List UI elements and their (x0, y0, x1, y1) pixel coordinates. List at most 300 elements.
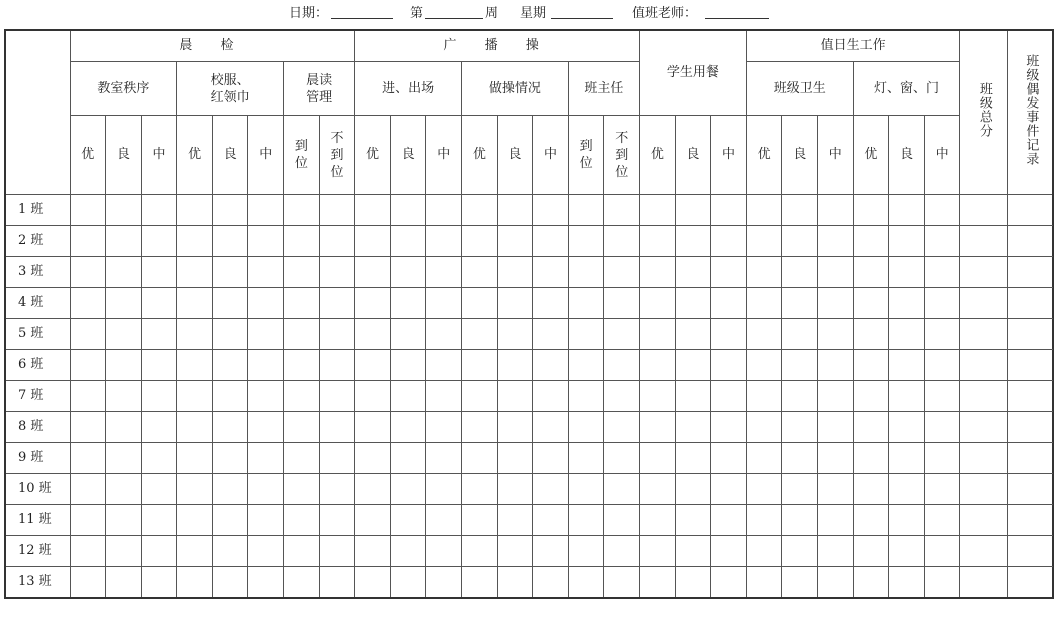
score-cell[interactable] (711, 319, 747, 350)
score-cell[interactable] (141, 567, 177, 599)
score-cell[interactable] (284, 505, 320, 536)
score-cell[interactable] (177, 474, 213, 505)
score-cell[interactable] (924, 443, 960, 474)
score-cell[interactable] (604, 536, 640, 567)
score-cell[interactable] (355, 350, 391, 381)
score-cell[interactable] (960, 257, 1008, 288)
score-cell[interactable] (568, 257, 604, 288)
score-cell[interactable] (1008, 226, 1053, 257)
score-cell[interactable] (640, 474, 676, 505)
score-cell[interactable] (212, 288, 248, 319)
score-cell[interactable] (568, 381, 604, 412)
score-cell[interactable] (497, 319, 533, 350)
score-cell[interactable] (462, 474, 498, 505)
score-cell[interactable] (462, 381, 498, 412)
score-cell[interactable] (924, 226, 960, 257)
score-cell[interactable] (284, 350, 320, 381)
score-cell[interactable] (462, 443, 498, 474)
score-cell[interactable] (497, 288, 533, 319)
score-cell[interactable] (426, 195, 462, 226)
score-cell[interactable] (533, 567, 569, 599)
score-cell[interactable] (284, 257, 320, 288)
score-cell[interactable] (675, 319, 711, 350)
score-cell[interactable] (533, 319, 569, 350)
score-cell[interactable] (818, 257, 854, 288)
score-cell[interactable] (355, 381, 391, 412)
score-cell[interactable] (1008, 474, 1053, 505)
score-cell[interactable] (746, 412, 782, 443)
score-cell[interactable] (319, 350, 355, 381)
score-cell[interactable] (390, 536, 426, 567)
score-cell[interactable] (319, 381, 355, 412)
score-cell[interactable] (141, 381, 177, 412)
score-cell[interactable] (390, 226, 426, 257)
score-cell[interactable] (177, 350, 213, 381)
score-cell[interactable] (106, 226, 142, 257)
score-cell[interactable] (497, 195, 533, 226)
score-cell[interactable] (177, 381, 213, 412)
score-cell[interactable] (106, 288, 142, 319)
score-cell[interactable] (177, 536, 213, 567)
score-cell[interactable] (960, 319, 1008, 350)
score-cell[interactable] (462, 288, 498, 319)
score-cell[interactable] (782, 443, 818, 474)
score-cell[interactable] (746, 536, 782, 567)
score-cell[interactable] (426, 474, 462, 505)
score-cell[interactable] (177, 567, 213, 599)
score-cell[interactable] (568, 412, 604, 443)
score-cell[interactable] (284, 412, 320, 443)
score-cell[interactable] (106, 443, 142, 474)
score-cell[interactable] (924, 319, 960, 350)
score-cell[interactable] (853, 443, 889, 474)
score-cell[interactable] (390, 505, 426, 536)
score-cell[interactable] (390, 474, 426, 505)
score-cell[interactable] (141, 319, 177, 350)
score-cell[interactable] (106, 381, 142, 412)
score-cell[interactable] (497, 381, 533, 412)
score-cell[interactable] (889, 257, 925, 288)
score-cell[interactable] (568, 567, 604, 599)
score-cell[interactable] (782, 195, 818, 226)
score-cell[interactable] (390, 567, 426, 599)
score-cell[interactable] (426, 381, 462, 412)
score-cell[interactable] (782, 319, 818, 350)
score-cell[interactable] (960, 288, 1008, 319)
score-cell[interactable] (212, 319, 248, 350)
score-cell[interactable] (568, 350, 604, 381)
score-cell[interactable] (675, 443, 711, 474)
score-cell[interactable] (853, 567, 889, 599)
score-cell[interactable] (924, 288, 960, 319)
score-cell[interactable] (889, 443, 925, 474)
score-cell[interactable] (106, 350, 142, 381)
score-cell[interactable] (355, 505, 391, 536)
score-cell[interactable] (462, 226, 498, 257)
score-cell[interactable] (746, 443, 782, 474)
score-cell[interactable] (818, 536, 854, 567)
score-cell[interactable] (711, 567, 747, 599)
score-cell[interactable] (568, 474, 604, 505)
score-cell[interactable] (782, 474, 818, 505)
score-cell[interactable] (106, 412, 142, 443)
score-cell[interactable] (390, 381, 426, 412)
score-cell[interactable] (248, 257, 284, 288)
score-cell[interactable] (853, 536, 889, 567)
score-cell[interactable] (818, 474, 854, 505)
score-cell[interactable] (818, 412, 854, 443)
score-cell[interactable] (782, 226, 818, 257)
score-cell[interactable] (640, 257, 676, 288)
score-cell[interactable] (960, 443, 1008, 474)
score-cell[interactable] (1008, 536, 1053, 567)
score-cell[interactable] (390, 195, 426, 226)
score-cell[interactable] (746, 195, 782, 226)
score-cell[interactable] (924, 257, 960, 288)
score-cell[interactable] (604, 288, 640, 319)
score-cell[interactable] (711, 412, 747, 443)
score-cell[interactable] (497, 257, 533, 288)
score-cell[interactable] (960, 350, 1008, 381)
score-cell[interactable] (853, 288, 889, 319)
score-cell[interactable] (675, 350, 711, 381)
score-cell[interactable] (212, 226, 248, 257)
score-cell[interactable] (212, 505, 248, 536)
score-cell[interactable] (568, 288, 604, 319)
score-cell[interactable] (1008, 443, 1053, 474)
score-cell[interactable] (319, 474, 355, 505)
score-cell[interactable] (141, 412, 177, 443)
score-cell[interactable] (284, 288, 320, 319)
score-cell[interactable] (248, 505, 284, 536)
score-cell[interactable] (426, 443, 462, 474)
score-cell[interactable] (426, 226, 462, 257)
score-cell[interactable] (711, 288, 747, 319)
score-cell[interactable] (284, 226, 320, 257)
score-cell[interactable] (70, 257, 106, 288)
score-cell[interactable] (853, 505, 889, 536)
score-cell[interactable] (497, 567, 533, 599)
score-cell[interactable] (390, 288, 426, 319)
score-cell[interactable] (889, 226, 925, 257)
score-cell[interactable] (853, 319, 889, 350)
score-cell[interactable] (782, 505, 818, 536)
score-cell[interactable] (1008, 505, 1053, 536)
score-cell[interactable] (640, 350, 676, 381)
score-cell[interactable] (746, 567, 782, 599)
score-cell[interactable] (604, 443, 640, 474)
score-cell[interactable] (212, 350, 248, 381)
score-cell[interactable] (177, 319, 213, 350)
score-cell[interactable] (533, 226, 569, 257)
score-cell[interactable] (1008, 381, 1053, 412)
score-cell[interactable] (746, 226, 782, 257)
score-cell[interactable] (889, 412, 925, 443)
score-cell[interactable] (640, 536, 676, 567)
score-cell[interactable] (889, 350, 925, 381)
score-cell[interactable] (70, 226, 106, 257)
score-cell[interactable] (782, 350, 818, 381)
score-cell[interactable] (711, 381, 747, 412)
score-cell[interactable] (319, 257, 355, 288)
score-cell[interactable] (853, 412, 889, 443)
score-cell[interactable] (675, 288, 711, 319)
score-cell[interactable] (640, 381, 676, 412)
score-cell[interactable] (355, 443, 391, 474)
score-cell[interactable] (818, 226, 854, 257)
score-cell[interactable] (70, 567, 106, 599)
score-cell[interactable] (1008, 567, 1053, 599)
score-cell[interactable] (889, 567, 925, 599)
score-cell[interactable] (141, 288, 177, 319)
score-cell[interactable] (390, 443, 426, 474)
score-cell[interactable] (604, 350, 640, 381)
score-cell[interactable] (889, 288, 925, 319)
score-cell[interactable] (70, 474, 106, 505)
score-cell[interactable] (675, 412, 711, 443)
score-cell[interactable] (533, 536, 569, 567)
score-cell[interactable] (640, 412, 676, 443)
score-cell[interactable] (462, 505, 498, 536)
score-cell[interactable] (426, 412, 462, 443)
score-cell[interactable] (426, 257, 462, 288)
score-cell[interactable] (319, 567, 355, 599)
score-cell[interactable] (533, 381, 569, 412)
score-cell[interactable] (390, 350, 426, 381)
score-cell[interactable] (177, 412, 213, 443)
score-cell[interactable] (782, 536, 818, 567)
score-cell[interactable] (604, 474, 640, 505)
score-cell[interactable] (106, 195, 142, 226)
score-cell[interactable] (497, 474, 533, 505)
score-cell[interactable] (711, 350, 747, 381)
score-cell[interactable] (70, 505, 106, 536)
score-cell[interactable] (284, 567, 320, 599)
score-cell[interactable] (462, 319, 498, 350)
score-cell[interactable] (533, 505, 569, 536)
score-cell[interactable] (604, 226, 640, 257)
score-cell[interactable] (711, 443, 747, 474)
score-cell[interactable] (604, 195, 640, 226)
score-cell[interactable] (141, 536, 177, 567)
score-cell[interactable] (319, 195, 355, 226)
score-cell[interactable] (533, 195, 569, 226)
score-cell[interactable] (248, 443, 284, 474)
score-cell[interactable] (675, 257, 711, 288)
score-cell[interactable] (141, 257, 177, 288)
score-cell[interactable] (533, 474, 569, 505)
score-cell[interactable] (568, 226, 604, 257)
score-cell[interactable] (604, 319, 640, 350)
score-cell[interactable] (675, 381, 711, 412)
score-cell[interactable] (355, 567, 391, 599)
score-cell[interactable] (960, 381, 1008, 412)
score-cell[interactable] (711, 474, 747, 505)
score-cell[interactable] (177, 505, 213, 536)
score-cell[interactable] (675, 226, 711, 257)
score-cell[interactable] (924, 567, 960, 599)
score-cell[interactable] (711, 505, 747, 536)
score-cell[interactable] (640, 567, 676, 599)
score-cell[interactable] (426, 350, 462, 381)
score-cell[interactable] (818, 319, 854, 350)
score-cell[interactable] (924, 505, 960, 536)
score-cell[interactable] (1008, 412, 1053, 443)
score-cell[interactable] (1008, 319, 1053, 350)
date-field[interactable] (331, 4, 393, 26)
score-cell[interactable] (141, 443, 177, 474)
score-cell[interactable] (355, 536, 391, 567)
score-cell[interactable] (390, 319, 426, 350)
score-cell[interactable] (390, 257, 426, 288)
score-cell[interactable] (462, 257, 498, 288)
score-cell[interactable] (746, 474, 782, 505)
score-cell[interactable] (960, 195, 1008, 226)
score-cell[interactable] (319, 412, 355, 443)
score-cell[interactable] (212, 257, 248, 288)
score-cell[interactable] (675, 567, 711, 599)
score-cell[interactable] (248, 350, 284, 381)
score-cell[interactable] (319, 443, 355, 474)
score-cell[interactable] (924, 381, 960, 412)
score-cell[interactable] (355, 226, 391, 257)
score-cell[interactable] (212, 474, 248, 505)
score-cell[interactable] (141, 505, 177, 536)
week-field[interactable] (425, 4, 483, 26)
score-cell[interactable] (284, 319, 320, 350)
score-cell[interactable] (284, 381, 320, 412)
score-cell[interactable] (1008, 350, 1053, 381)
score-cell[interactable] (640, 443, 676, 474)
score-cell[interactable] (568, 443, 604, 474)
score-cell[interactable] (960, 567, 1008, 599)
score-cell[interactable] (141, 226, 177, 257)
score-cell[interactable] (462, 536, 498, 567)
score-cell[interactable] (924, 474, 960, 505)
score-cell[interactable] (533, 350, 569, 381)
score-cell[interactable] (106, 474, 142, 505)
score-cell[interactable] (141, 195, 177, 226)
score-cell[interactable] (782, 567, 818, 599)
score-cell[interactable] (462, 412, 498, 443)
score-cell[interactable] (70, 319, 106, 350)
score-cell[interactable] (604, 412, 640, 443)
score-cell[interactable] (106, 567, 142, 599)
score-cell[interactable] (640, 319, 676, 350)
score-cell[interactable] (818, 505, 854, 536)
score-cell[interactable] (248, 567, 284, 599)
score-cell[interactable] (70, 443, 106, 474)
score-cell[interactable] (248, 195, 284, 226)
score-cell[interactable] (355, 257, 391, 288)
score-cell[interactable] (212, 443, 248, 474)
score-cell[interactable] (248, 474, 284, 505)
score-cell[interactable] (889, 319, 925, 350)
score-cell[interactable] (70, 288, 106, 319)
score-cell[interactable] (746, 381, 782, 412)
score-cell[interactable] (818, 288, 854, 319)
score-cell[interactable] (106, 505, 142, 536)
score-cell[interactable] (426, 505, 462, 536)
score-cell[interactable] (853, 350, 889, 381)
score-cell[interactable] (426, 319, 462, 350)
score-cell[interactable] (426, 536, 462, 567)
score-cell[interactable] (70, 381, 106, 412)
score-cell[interactable] (390, 412, 426, 443)
score-cell[interactable] (426, 567, 462, 599)
score-cell[interactable] (924, 412, 960, 443)
score-cell[interactable] (675, 474, 711, 505)
score-cell[interactable] (604, 257, 640, 288)
score-cell[interactable] (818, 567, 854, 599)
score-cell[interactable] (177, 195, 213, 226)
score-cell[interactable] (355, 412, 391, 443)
score-cell[interactable] (853, 226, 889, 257)
weekday-field[interactable] (551, 4, 613, 26)
score-cell[interactable] (141, 474, 177, 505)
score-cell[interactable] (960, 536, 1008, 567)
score-cell[interactable] (960, 474, 1008, 505)
score-cell[interactable] (746, 350, 782, 381)
score-cell[interactable] (568, 536, 604, 567)
score-cell[interactable] (960, 226, 1008, 257)
score-cell[interactable] (462, 567, 498, 599)
score-cell[interactable] (853, 474, 889, 505)
score-cell[interactable] (640, 288, 676, 319)
score-cell[interactable] (711, 195, 747, 226)
score-cell[interactable] (284, 536, 320, 567)
score-cell[interactable] (497, 350, 533, 381)
score-cell[interactable] (675, 536, 711, 567)
score-cell[interactable] (924, 536, 960, 567)
score-cell[interactable] (782, 412, 818, 443)
score-cell[interactable] (355, 195, 391, 226)
score-cell[interactable] (497, 443, 533, 474)
score-cell[interactable] (711, 536, 747, 567)
score-cell[interactable] (889, 536, 925, 567)
score-cell[interactable] (462, 350, 498, 381)
score-cell[interactable] (640, 226, 676, 257)
score-cell[interactable] (1008, 257, 1053, 288)
score-cell[interactable] (212, 381, 248, 412)
score-cell[interactable] (248, 381, 284, 412)
score-cell[interactable] (497, 536, 533, 567)
score-cell[interactable] (568, 319, 604, 350)
score-cell[interactable] (889, 381, 925, 412)
score-cell[interactable] (319, 226, 355, 257)
score-cell[interactable] (889, 195, 925, 226)
score-cell[interactable] (782, 288, 818, 319)
score-cell[interactable] (924, 350, 960, 381)
score-cell[interactable] (248, 288, 284, 319)
score-cell[interactable] (853, 381, 889, 412)
score-cell[interactable] (924, 195, 960, 226)
score-cell[interactable] (818, 381, 854, 412)
score-cell[interactable] (889, 505, 925, 536)
score-cell[interactable] (70, 536, 106, 567)
score-cell[interactable] (818, 195, 854, 226)
score-cell[interactable] (106, 319, 142, 350)
score-cell[interactable] (533, 288, 569, 319)
score-cell[interactable] (533, 443, 569, 474)
score-cell[interactable] (1008, 288, 1053, 319)
score-cell[interactable] (70, 195, 106, 226)
score-cell[interactable] (960, 505, 1008, 536)
score-cell[interactable] (675, 505, 711, 536)
score-cell[interactable] (177, 288, 213, 319)
score-cell[interactable] (568, 195, 604, 226)
score-cell[interactable] (853, 195, 889, 226)
